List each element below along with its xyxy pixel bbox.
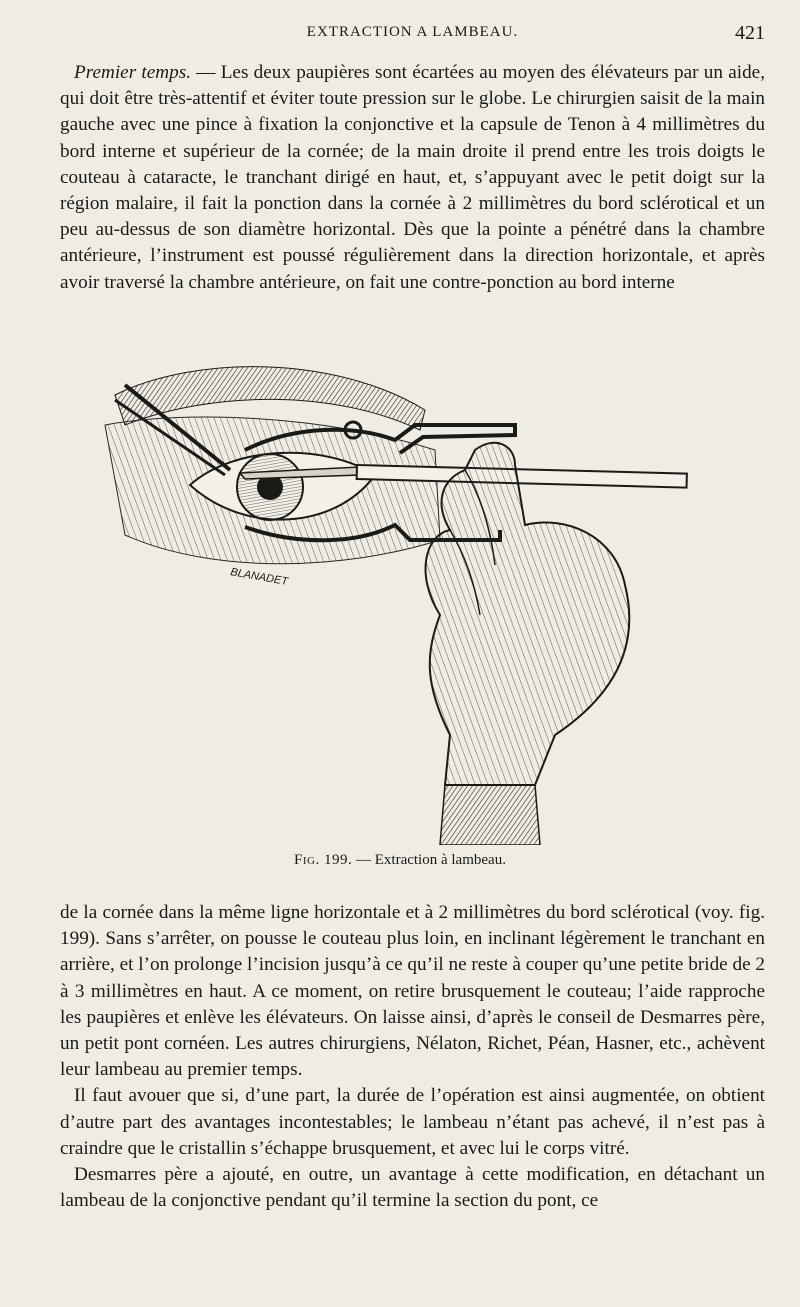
caption-text: — Extraction à lambeau. (352, 852, 506, 868)
surgeon-hand (426, 443, 630, 785)
body-text-bottom (60, 900, 765, 1214)
paragraph-premier-temps (60, 60, 765, 296)
page-header (60, 24, 765, 54)
caption-label: Fig. 199. (294, 852, 353, 868)
running-title: EXTRACTION A LAMBEAU. (306, 24, 519, 40)
section-lead: Premier temps. (74, 62, 191, 83)
paragraph-text: — Les deux paupières sont écartées au moyen des élévateurs par un aide, qui doit être très-attentif et éviter toute pression sur le globe. Le chirurgien saisit de la main gauche avec une pince à fixation la conjonctive et la capsule de Tenon à 4 millimètres du bord interne et supérieur de la cornée; de la main droite il prend entre les trois doigts le couteau à cataracte, le tranchant dirigé en haut, et, s’appuyant avec le petit doigt sur la région malaire, il fait la ponction dans la cornée à 2 millimètres du bord sclérotical et un peu au-dessus de son diamètre horizontal. Dès que la pointe a pénétré dans la chambre antérieure, l’instrument est poussé régulièrement dans la direction horizontale, et après avoir traversé la chambre antérieure, on fait une contre-ponction au bord interne (60, 62, 765, 293)
paragraph-continuation: de la cornée dans la même ligne horizontale et à 2 millimètres du bord sclérotical (voy. fig. 199). Sans s’arrêter, on pousse le couteau plus loin, en inclinant légèrement le tranchant en arrière, et l’on prolonge l’incision jusqu’à ce qu’il ne reste à couper qu’une petite bride de 2 à 3 millimètres en haut. A ce moment, on retire brusquement le couteau; l’aide rapproche les paupières et enlève les élévateurs. On laisse ainsi, d’après le conseil de Desmarres père, un petit pont cornéen. Les autres chirurgiens, Nélaton, Richet, Péan, Hasner, etc., achèvent leur lambeau au premier temps. (60, 902, 765, 1081)
page-number: 421 (735, 22, 765, 44)
engraver-signature: BLANADET (229, 566, 289, 589)
body-text-top (60, 60, 765, 296)
figure-caption (0, 852, 800, 869)
paragraph-desmarres: Desmarres père a ajouté, en outre, un avantage à cette modification, en détachant un lambeau de la conjonctive pendant qu’il termine la section du pont, ce (60, 1164, 765, 1212)
sleeve-cuff (440, 785, 540, 845)
engraving-illustration (95, 355, 705, 845)
paragraph-avantages: Il faut avouer que si, d’une part, la durée de l’opération est ainsi augmentée, on obtient d’autre part des avantages incontestables; le lambeau n’étant pas achevé, il n’est pas à craindre que le cristallin s’échappe brusquement, et avec lui le corps vitré. (60, 1085, 765, 1159)
figure-199 (95, 355, 705, 845)
